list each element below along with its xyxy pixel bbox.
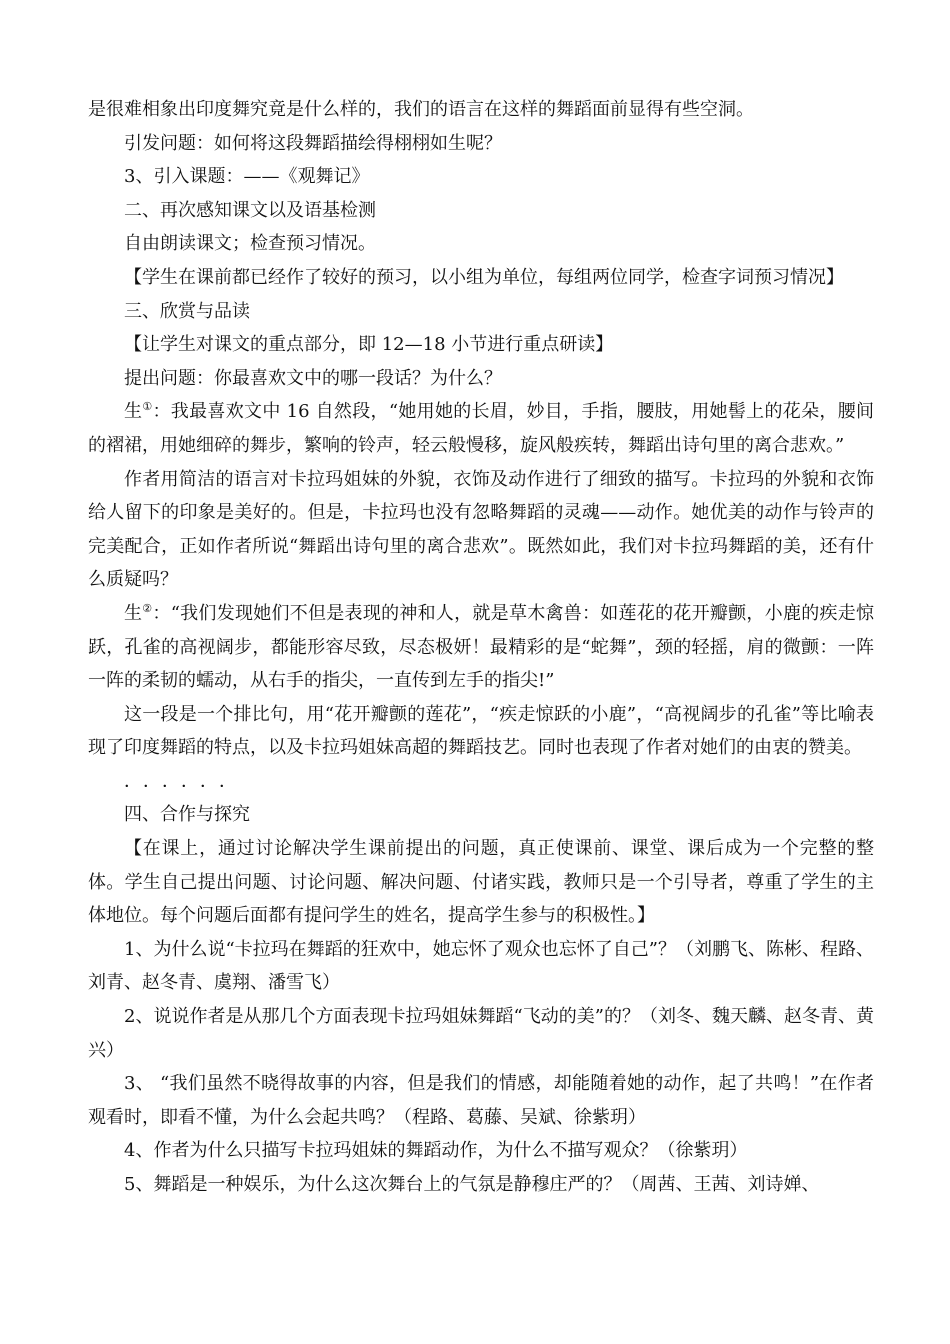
question-item: 3、 “我们虽然不晓得故事的内容，但是我们的情感，却能随着她的动作，起了共鸣！”在作者观看时，即看不懂，为什么会起共鸣？（程路、葛藤、吴斌、徐紫玥） <box>88 1073 874 1128</box>
student-answer-paragraph <box>88 597 874 698</box>
speaker-label: 生 <box>124 401 143 423</box>
footnote-marker: ① <box>142 400 153 414</box>
question-item: 1、为什么说“卡拉玛在舞蹈的狂欢中，她忘怀了观众也忘怀了自己”？（刘鹏飞、陈彬、程路、刘青、赵冬青、虞翔、潘雪飞） <box>88 938 874 994</box>
note-paragraph: 【在课上，通过讨论解决学生课前提出的问题，真正使课前、课堂、课后成为一个完整的整体。学生自己提出问题、讨论问题、解决问题、付诸实践，教师只是一个引导者，尊重了学生的主体地位。每个问题后面都有提问学生的姓名，提高学生参与的积极性。】 <box>88 838 874 927</box>
question-item: 5、舞蹈是一种娱乐，为什么这次舞台上的气氛是静穆庄严的？（周茜、王茜、刘诗婵、 <box>124 1174 820 1195</box>
paragraph: 提出问题：你最喜欢文中的哪一段话？为什么？ <box>124 367 502 389</box>
section-heading: 二、再次感知课文以及语基检测 <box>124 199 376 221</box>
answer-text: ：“我们发现她们不但是表现的神和人，就是草木禽兽：如莲花的花开瓣颤，小鹿的疾走惊跃，孔雀的高视阔步，都能形容尽致，尽态极妍！最精彩的是“蛇舞”，颈的轻摇，肩的微颤：一阵一阵的柔韧的蠕动，从右手的指尖，一直传到左手的指尖!” <box>88 602 875 692</box>
question-item: 4、作者为什么只描写卡拉玛姐妹的舞蹈动作，为什么不描写观众？（徐紫玥） <box>124 1140 748 1162</box>
note-paragraph: 【让学生对课文的重点部分，即 12—18 小节进行重点研读】 <box>124 334 614 356</box>
student-answer-paragraph <box>88 395 874 462</box>
paragraph: 作者用简洁的语言对卡拉玛姐妹的外貌，衣饰及动作进行了细致的描写。卡拉玛的外貌和衣饰给人留下的印象是美好的。但是，卡拉玛也没有忽略舞蹈的灵魂——动作。她优美的动作与铃声的完美配合，正如作者所说“舞蹈出诗句里的离合悲欢”。既然如此，我们对卡拉玛舞蹈的美，还有什么质疑吗？ <box>88 468 874 591</box>
footnote-marker: ② <box>142 601 153 615</box>
paragraph: 引发问题：如何将这段舞蹈描绘得栩栩如生呢？ <box>124 132 502 154</box>
speaker-label: 生 <box>124 602 143 624</box>
section-heading: 四、合作与探究 <box>124 804 250 826</box>
document-body <box>88 93 874 1202</box>
paragraph: 自由朗读课文；检查预习情况。 <box>124 233 376 255</box>
answer-text: ：我最喜欢文中 16 自然段，“她用她的长眉，妙目，手指，腰肢，用她髻上的花朵，腰间的褶裙，用她细碎的舞步，繁响的铃声，轻云般慢移，旋风般疾转，舞蹈出诗句里的离合悲欢。” <box>88 401 874 456</box>
ellipsis-dots: ．．．．．． <box>124 770 247 792</box>
note-paragraph: 【学生在课前都已经作了较好的预习，以小组为单位，每组两位同学，检查字词预习情况】 <box>124 266 844 288</box>
section-heading: 三、欣赏与品读 <box>124 300 250 322</box>
paragraph: 是很难相象出印度舞究竟是什么样的，我们的语言在这样的舞蹈面前显得有些空洞。 <box>88 99 754 120</box>
paragraph: 这一段是一个排比句，用“花开瓣颤的莲花”，“疾走惊跃的小鹿”，“高视阔步的孔雀”等比喻表现了印度舞蹈的特点，以及卡拉玛姐妹高超的舞蹈技艺。同时也表现了作者对她们的由衷的赞美。 <box>88 703 874 759</box>
paragraph: 3、引入课题：——《观舞记》 <box>124 166 370 188</box>
question-item: 2、说说作者是从那几个方面表现卡拉玛姐妹舞蹈“飞动的美”的？（刘冬、魏天麟、赵冬青、黄兴） <box>88 1006 874 1061</box>
